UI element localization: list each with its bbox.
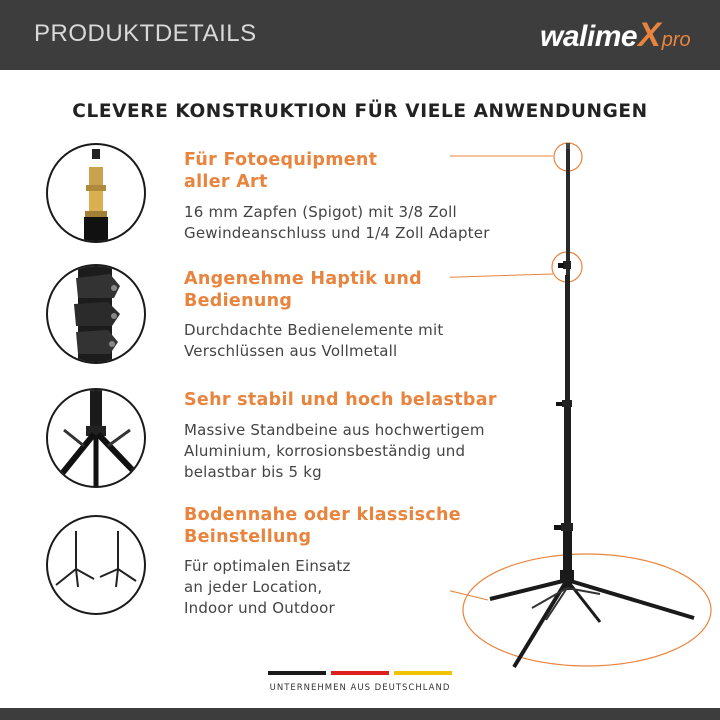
stand-body [490,143,694,667]
feature-3-desc-line-1: Massive Standbeine aus hochwertigem [184,421,485,439]
feature-4-title-line-1: Bodennahe oder klassische [184,505,461,525]
feature-4-desc-line-2: an jeder Location, [184,578,323,596]
flag-stripe-red [331,671,389,675]
feature-1-desc-line-2: Gewindeanschluss und 1/4 Zoll Adapter [184,224,490,242]
feature-3-title-line-1: Sehr stabil und hoch belastbar [184,390,497,410]
feature-4-description [184,556,351,619]
feature-2-title [184,268,422,312]
feature-3-description [184,420,485,483]
feature-1-description [184,202,490,244]
feature-2-title-line-1: Angenehme Haptik und [184,269,422,289]
page-title: PRODUKTDETAILS [34,20,257,47]
flag-stripe-gold [394,671,452,675]
feature-4-title [184,504,461,548]
feature-2-title-line-2: Bedienung [184,291,293,311]
feature-2-description [184,320,443,362]
clamp-lock-icon [46,264,146,364]
feature-2-desc-line-1: Durchdachte Bedienelemente mit [184,321,444,339]
feature-3-desc-line-3: belastbar bis 5 kg [184,463,322,481]
feature-1-title-line-1: Für Fotoequipment [184,150,378,170]
callout-lines [450,143,711,666]
brand-logo-main: walime [540,20,638,53]
brand-logo-pro: pro [661,29,691,51]
feature-1-title-line-2: aller Art [184,172,268,192]
light-stand-illustration [450,130,720,680]
brand-logo-x: X [638,16,661,54]
feature-1-desc-line-1: 16 mm Zapfen (Spigot) mit 3/8 Zoll [184,203,457,221]
spigot-icon [46,143,146,243]
feature-4-title-line-2: Beinstellung [184,527,312,547]
feature-4-desc-line-3: Indoor und Outdoor [184,599,335,617]
feature-1-title [184,149,377,193]
light-stands-icon [46,515,146,615]
feature-4-desc-line-1: Für optimalen Einsatz [184,557,351,575]
feature-3-desc-line-2: Aluminium, korrosionsbeständig und [184,442,466,460]
made-in-germany-label: UNTERNEHMEN AUS DEUTSCHLAND [269,683,451,693]
flag-stripe-black [268,671,326,675]
section-headline: CLEVERE KONSTRUKTION FÜR VIELE ANWENDUNGEN [72,101,648,122]
tripod-base-icon [46,388,146,488]
header-bar [0,0,720,70]
feature-2-desc-line-2: Verschlüssen aus Vollmetall [184,342,398,360]
brand-logo [540,16,691,56]
footer-bar [0,708,720,720]
